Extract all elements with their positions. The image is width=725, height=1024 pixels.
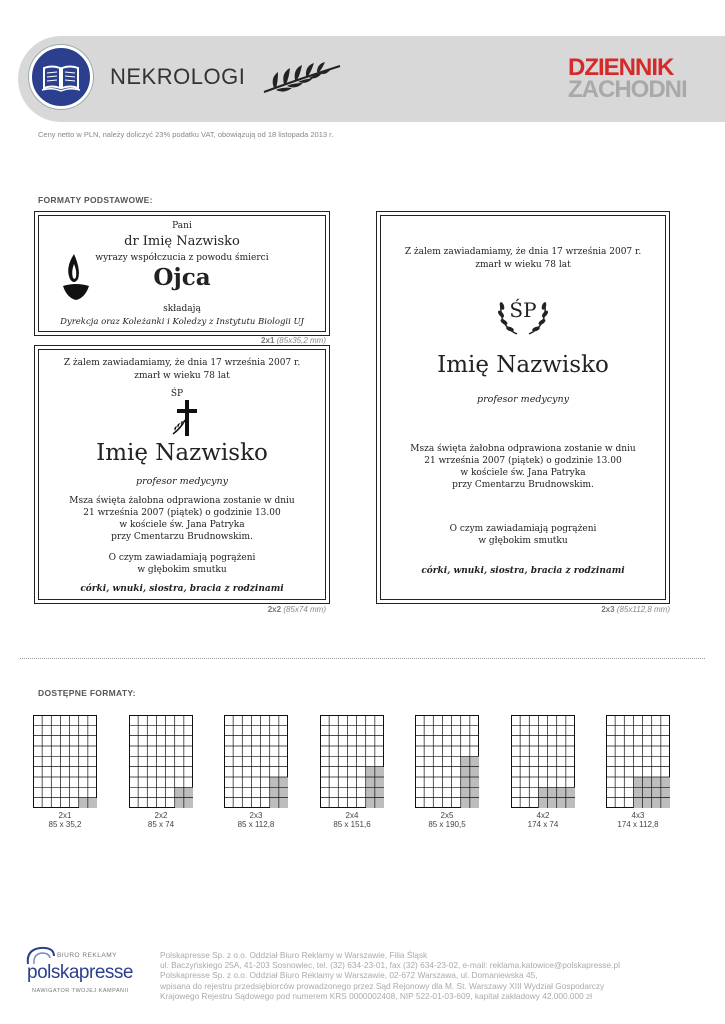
sp-label: ŚP <box>170 389 184 399</box>
ad-line: w głębokim smutku <box>137 565 227 575</box>
caption-dims: (85x35,2 mm) <box>276 336 326 345</box>
ad-line: w kościele św. Jana Patryka <box>119 520 245 530</box>
footer-line: Krajowego Rejestru Sądowego pod numerem KRS 0000002408, NIP 522-01-03-609, kapitał zakładowy 42.000.000 zł <box>160 990 593 1001</box>
price-note: Ceny netto w PLN, należy doliczyć 23% podatku VAT, obowiązują od 18 listopada 2013 r. <box>38 130 334 139</box>
logo-dziennik: DZIENNIK <box>568 54 674 81</box>
ad-line: O czym zawiadamiają pogrążeni <box>449 524 597 534</box>
format-dims: 85 x 74 <box>147 820 175 829</box>
ad-profession: profesor medycyny <box>136 476 228 487</box>
format-name: 2x4 <box>345 811 359 820</box>
format-grid-2x3 <box>224 715 288 808</box>
ad-sample-2x2 <box>34 345 330 604</box>
format-label-2x3 <box>216 811 296 829</box>
format-label-4x2 <box>503 811 583 829</box>
ad-signature: córki, wnuki, siostra, bracia z rodzinami <box>421 566 625 576</box>
section-divider <box>20 658 705 659</box>
footer-line: Polskapresse Sp. z o.o. Oddział Biuro Reklamy w Warszawie, 02-672 Warszawa, ul. Domaniewska 45, <box>160 970 538 981</box>
ad-signature: córki, wnuki, siostra, bracia z rodzinami <box>80 584 284 594</box>
format-label-2x4 <box>312 811 392 829</box>
candle-icon <box>61 252 91 304</box>
palm-leaf-icon <box>262 60 342 96</box>
format-dims: 85 x 35,2 <box>48 820 82 829</box>
format-dims: 85 x 151,6 <box>333 820 371 829</box>
footer-line: ul. Baczyńskiego 25A, 41-203 Sosnowiec, tel. (32) 634-23-01, fax (32) 634-23-02, e-mail: reklama.katowice@polskapresse.pl <box>160 960 620 971</box>
format-grid-4x3 <box>606 715 670 808</box>
caption-size: 2x1 <box>261 336 275 345</box>
footer-logo-brand: polskapresse <box>27 962 133 983</box>
format-name: 2x5 <box>440 811 454 820</box>
ad-line: Z żalem zawiadamiamy, że dnia 17 września 2007 r. <box>404 247 642 257</box>
caption-2x1 <box>230 336 326 345</box>
cross-icon <box>171 398 205 438</box>
format-name: 4x2 <box>536 811 550 820</box>
section-label-available: DOSTĘPNE FORMATY: <box>38 688 136 698</box>
format-grid-2x2 <box>129 715 193 808</box>
ad-signature: Dyrekcja oraz Koleżanki i Koledzy z Instytutu Biologii UJ <box>60 317 304 327</box>
footer-line: wpisana do rejestru przedsiębiorców prowadzonego przez Sąd Rejonowy dla M. St. Warszawy XIII Wydział Gospodarczy <box>160 980 605 991</box>
ad-line: zmarł w wieku 78 lat <box>134 371 230 381</box>
format-name: 2x3 <box>249 811 263 820</box>
ad-line: Pani <box>172 221 192 231</box>
format-dims: 174 x 112,8 <box>617 820 659 829</box>
format-grid-4x2 <box>511 715 575 808</box>
caption-2x3 <box>560 605 670 614</box>
ad-sample-2x1 <box>34 211 330 336</box>
ad-profession: profesor medycyny <box>477 394 569 405</box>
caption-size: 2x3 <box>601 605 615 614</box>
format-dims: 85 x 190,5 <box>428 820 466 829</box>
ad-line: wyrazy współczucia z powodu śmierci <box>95 253 269 263</box>
format-label-2x1 <box>25 811 105 829</box>
ad-name: dr Imię Nazwisko <box>124 234 240 249</box>
format-grid-2x4 <box>320 715 384 808</box>
ad-line: zmarł w wieku 78 lat <box>475 260 571 270</box>
ad-heading: Ojca <box>153 264 211 291</box>
section-label-basic: FORMATY PODSTAWOWE: <box>38 195 153 205</box>
footer-line: Polskapresse Sp. z o.o. Oddział Biuro Reklamy w Warszawie, Filia Śląsk <box>160 950 428 960</box>
format-dims: 85 x 112,8 <box>237 820 275 829</box>
ad-line: Msza święta żałobna odprawiona zostanie w dniu <box>69 496 295 506</box>
format-grid-2x1 <box>33 715 97 808</box>
sp-label: ŚP <box>509 298 537 322</box>
format-name: 4x3 <box>631 811 645 820</box>
format-dims: 174 x 74 <box>527 820 559 829</box>
ad-name: Imię Nazwisko <box>437 352 609 378</box>
format-name: 2x1 <box>58 811 72 820</box>
ad-line: w głębokim smutku <box>478 536 568 546</box>
ad-line: 21 września 2007 (piątek) o godzinie 13.00 <box>83 508 281 518</box>
ad-sample-2x3 <box>376 211 670 604</box>
footer-address <box>160 950 710 1001</box>
ad-name: Imię Nazwisko <box>96 440 268 466</box>
caption-dims: (85x74 mm) <box>283 605 326 614</box>
ad-line: przy Cmentarzu Brudnowskim. <box>111 532 253 542</box>
ad-line: Z żalem zawiadamiamy, że dnia 17 września 2007 r. <box>63 358 301 368</box>
ad-line: w kościele św. Jana Patryka <box>460 468 586 478</box>
format-label-4x3 <box>598 811 678 829</box>
format-label-2x2 <box>121 811 201 829</box>
ad-line: przy Cmentarzu Brudnowskim. <box>452 480 594 490</box>
format-grid-2x5 <box>415 715 479 808</box>
ad-line: składają <box>163 304 201 314</box>
footer-logo-small: BIURO REKLAMY <box>57 952 117 959</box>
caption-2x2 <box>230 605 326 614</box>
ad-line: O czym zawiadamiają pogrążeni <box>108 553 256 563</box>
footer-logo-tag: NAWIGATOR TWOJEJ KAMPANII <box>32 988 129 994</box>
format-label-2x5 <box>407 811 487 829</box>
logo-zachodni: ZACHODNI <box>568 76 687 103</box>
caption-dims: (85x112,8 mm) <box>616 605 670 614</box>
format-name: 2x2 <box>154 811 168 820</box>
page-title: NEKROLOGI <box>110 64 246 89</box>
caption-size: 2x2 <box>267 605 282 614</box>
ad-line: 21 września 2007 (piątek) o godzinie 13.00 <box>424 456 622 466</box>
ad-line: Msza święta żałobna odprawiona zostanie w dniu <box>410 444 636 454</box>
book-icon <box>29 45 93 109</box>
